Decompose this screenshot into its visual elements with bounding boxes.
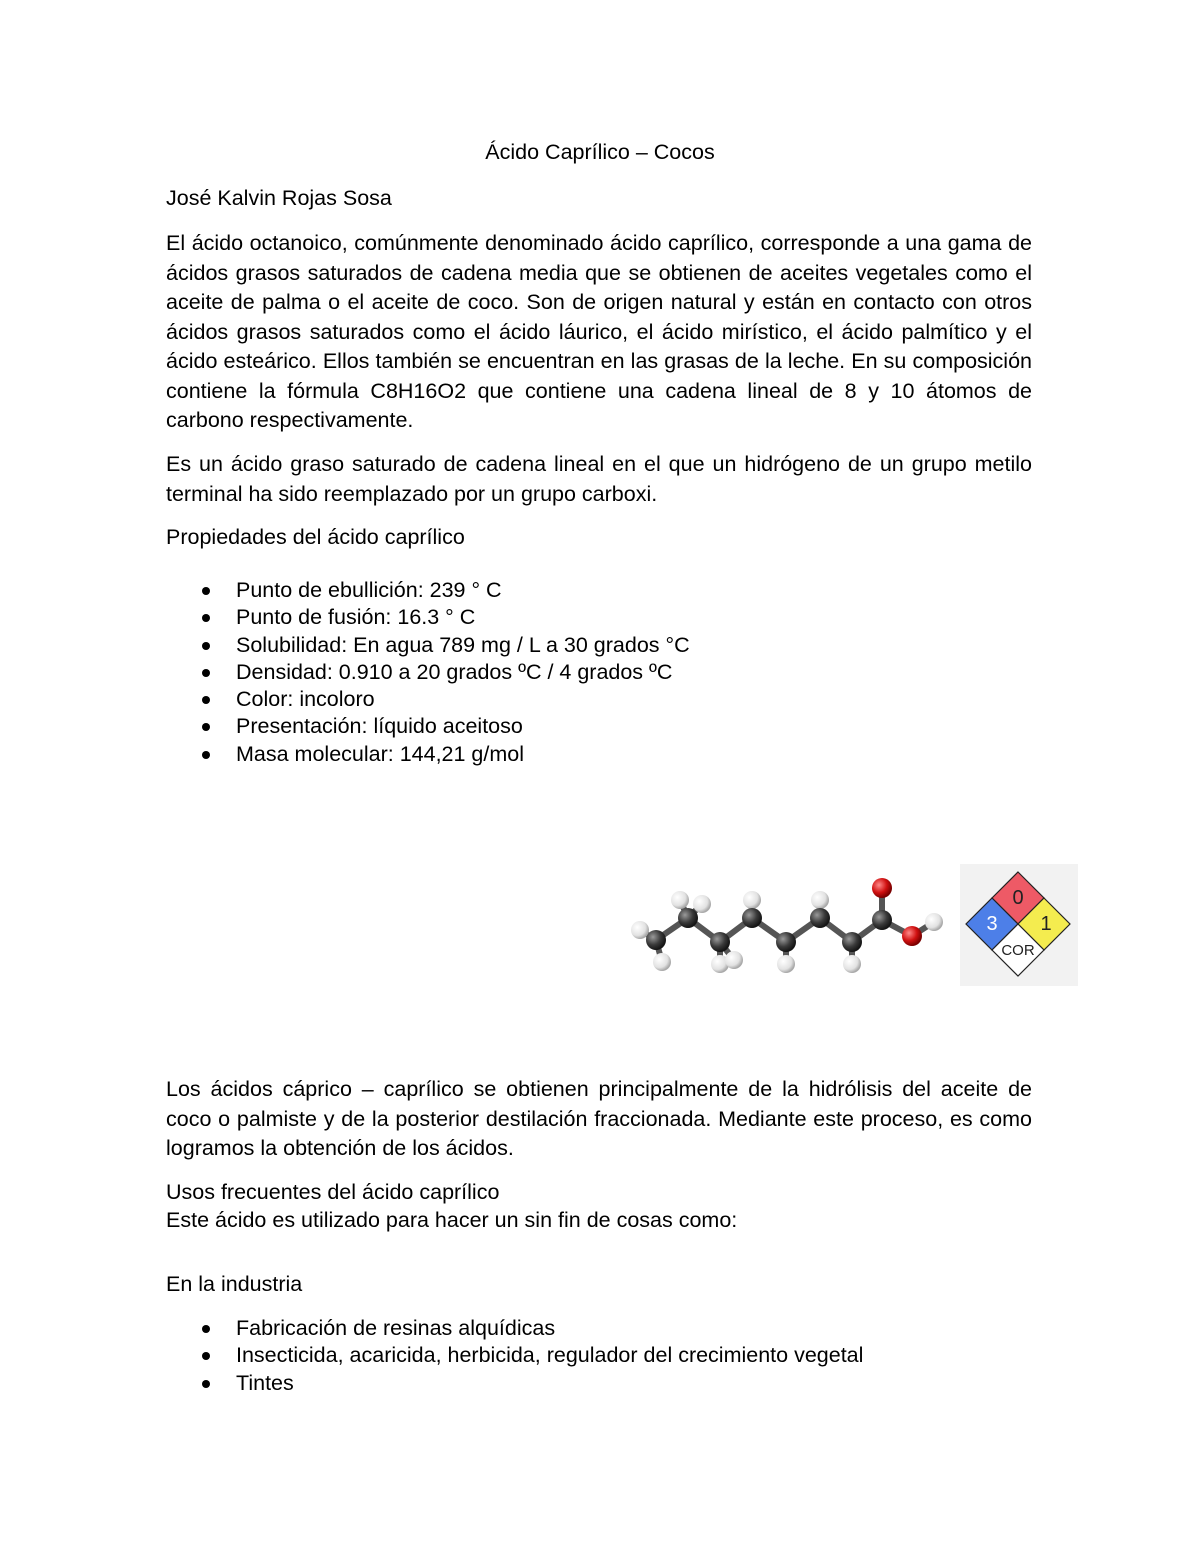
nfpa-flammability: 0 — [1012, 887, 1024, 909]
list-item: Fabricación de resinas alquídicas — [166, 1315, 1032, 1342]
bullet-icon — [202, 751, 210, 759]
obtention-paragraph: Los ácidos cáprico – caprílico se obtienen principalmente de la hidrólisis del aceite de coco o palmiste y de la posterior destilación fraccionada. Mediante este proceso, es como logramos la obtención de los ácidos. — [166, 1077, 1032, 1160]
list-item: Punto de fusión: 16.3 ° C — [166, 604, 1032, 631]
list-item: Color: incoloro — [166, 686, 1032, 713]
intro-paragraph: El ácido octanoico, comúnmente denominado ácido caprílico, corresponde a una gama de ácidos grasos saturados de cadena media que se obtienen de aceites vegetales como el aceite de palma o el aceite de coco. Son de origen natural y están en contacto con otros ácidos grasos saturados como el ácido láurico, el ácido mirístico, el ácido palmítico y el ácido esteárico. Ellos también se encuentran en las grasas de la leche. En su composición contiene la fórmula C8H16O2 que contiene una cadena lineal de 8 y 10 átomos de carbono respectivamente. — [166, 231, 1032, 432]
list-item: Presentación: líquido aceitoso — [166, 713, 1032, 740]
nfpa-health: 3 — [986, 913, 998, 935]
industry-list — [166, 1315, 1032, 1397]
bullet-icon — [202, 1380, 210, 1388]
nfpa-special: COR — [1001, 942, 1035, 959]
bullet-icon — [202, 723, 210, 731]
list-item: Densidad: 0.910 a 20 grados ºC / 4 grados ºC — [166, 659, 1032, 686]
industry-heading: En la industria — [166, 1272, 303, 1296]
bullet-icon — [202, 1325, 210, 1333]
list-item: Punto de ebullición: 239 ° C — [166, 577, 1032, 604]
bullet-icon — [202, 1352, 210, 1360]
bullet-icon — [202, 614, 210, 622]
list-item: Insecticida, acaricida, herbicida, regulador del crecimiento vegetal — [166, 1342, 1032, 1369]
bullet-icon — [202, 669, 210, 677]
uses-heading: Usos frecuentes del ácido caprílico — [166, 1180, 500, 1204]
bullet-icon — [202, 696, 210, 704]
author-name: José Kalvin Rojas Sosa — [166, 186, 392, 210]
bullet-icon — [202, 642, 210, 650]
uses-intro: Este ácido es utilizado para hacer un sin fin de cosas como: — [166, 1208, 738, 1232]
list-item: Tintes — [166, 1370, 1032, 1397]
nfpa-reactivity: 1 — [1040, 913, 1052, 935]
molecule-model-icon — [626, 870, 950, 980]
list-item: Masa molecular: 144,21 g/mol — [166, 741, 1032, 768]
properties-list — [166, 577, 1032, 768]
nfpa-diamond-icon — [960, 864, 1078, 986]
definition-paragraph: Es un ácido graso saturado de cadena lineal en el que un hidrógeno de un grupo metilo terminal ha sido reemplazado por un grupo carboxi. — [166, 452, 1032, 506]
document-title: Ácido Caprílico – Cocos — [485, 140, 715, 164]
bullet-icon — [202, 587, 210, 595]
properties-heading: Propiedades del ácido caprílico — [166, 525, 465, 549]
list-item: Solubilidad: En agua 789 mg / L a 30 grados °C — [166, 632, 1032, 659]
